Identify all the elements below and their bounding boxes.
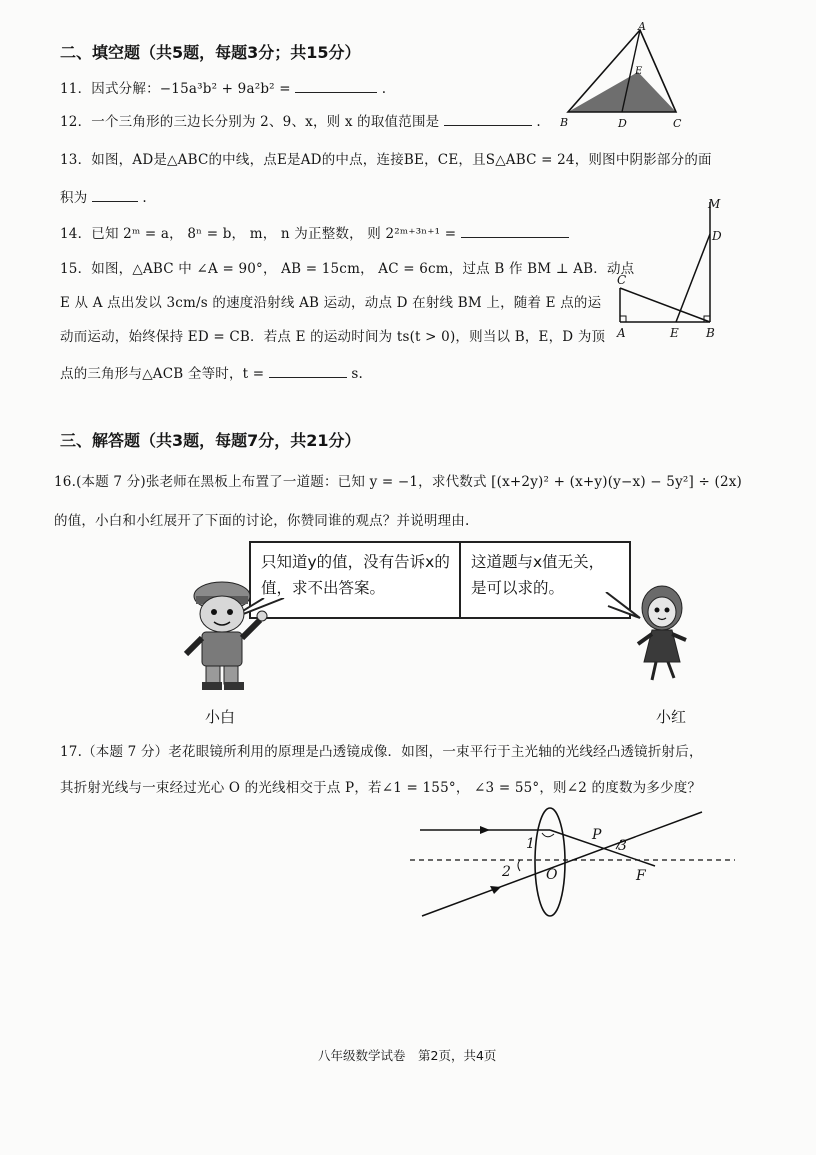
answer-blank-11[interactable] (295, 78, 377, 93)
angle-2-arc (518, 860, 520, 871)
question-12-end: . (536, 114, 541, 130)
question-13-line2 (60, 186, 147, 206)
xiaohong-illustration (632, 580, 694, 690)
bubble-text-xiaobai: 只知道y的值，没有告诉x的值，求不出答案。 (261, 553, 450, 597)
label-m: M (708, 197, 721, 211)
question-11-text: 11．因式分解：−15a³b² + 9a²b² = (60, 81, 291, 97)
question-15-line2: E 从 A 点出发以 3cm/s 的速度沿射线 AB 运动，动点 D 在射线 BM 上，随着 E 点的运 (60, 295, 602, 311)
question-17-line2: 其折射光线与一束经过光心 O 的光线相交于点 P，若∠1 = 155°， ∠3 = 55°，则∠2 的度数为多少度？ (60, 780, 702, 796)
label-b: B (560, 116, 569, 129)
lens-figure (410, 800, 740, 925)
section2-heading: 二、填空题（共5题，每题3分；共15分） (60, 43, 361, 62)
question-15-line1: 15．如图，△ABC 中 ∠A = 90°， AB = 15cm， AC = 6cm，过点 B 作 BM ⊥ AB．动点 (60, 261, 635, 277)
name-xiaobai: 小白 (205, 708, 236, 726)
angle-label-1: 1 (526, 836, 535, 852)
label-b: B (706, 326, 715, 340)
label-a: A (638, 22, 646, 33)
label-e: E (670, 326, 679, 340)
question-13-line1: 13．如图，AD是△ABC的中线，点E是AD的中点，连接BE，CE，且S△ABC = 24，则图中阴影部分的面 (60, 152, 712, 168)
label-c: C (673, 117, 682, 130)
question-15-line4 (60, 362, 363, 382)
page-footer: 八年级数学试卷 第2页，共4页 (318, 1048, 497, 1063)
angle-label-2: 2 (502, 864, 511, 880)
question-14-text: 14．已知 2ᵐ = a， 8ⁿ = b， m， n 为正整数， 则 2²ᵐ⁺³ⁿ⁺¹ = (60, 226, 457, 242)
answer-blank-15[interactable] (269, 363, 347, 378)
question-11 (60, 77, 386, 97)
question-13-text2: 积为 (60, 190, 88, 206)
question-17-line1: 17.（本题 7 分）老花眼镜所利用的原理是凸透镜成像．如图，一束平行于主光轴的光线经凸透镜折射后， (60, 744, 703, 760)
triangle-figure (560, 22, 690, 134)
question-12-text: 12．一个三角形的三边长分别为 2、9、x，则 x 的取值范围是 (60, 114, 440, 130)
segment-cb (620, 288, 710, 322)
question-16-line1: 16.(本题 7 分)张老师在黑板上布置了一道题：已知 y = −1，求代数式 [(x+2y)² + (x+y)(y−x) − 5y²] ÷ (2x) (54, 474, 743, 490)
label-p: P (592, 827, 602, 843)
label-d: D (618, 117, 627, 130)
angle-label-3: 3 (618, 838, 627, 854)
label-c: C (617, 273, 627, 287)
answer-blank-13[interactable] (92, 187, 138, 202)
label-a: A (617, 326, 626, 340)
question-16-line2: 的值，小白和小红展开了下面的讨论，你赞同谁的观点？并说明理由. (54, 513, 470, 529)
label-o: O (546, 867, 558, 883)
arrow-1 (480, 826, 490, 834)
xiaobai-illustration (180, 568, 270, 698)
section3-heading: 三、解答题（共3题，每题7分，共21分） (60, 431, 361, 450)
question-12 (60, 110, 541, 130)
label-e: E (635, 66, 643, 77)
shaded-region (568, 72, 676, 112)
answer-blank-12[interactable] (444, 111, 532, 126)
question-14 (60, 222, 569, 242)
question-15-end: s. (351, 366, 363, 382)
name-xiaohong: 小红 (656, 708, 687, 726)
question-13-end: . (142, 190, 147, 206)
angle-1-arc (542, 833, 554, 837)
convex-lens (535, 808, 565, 916)
question-11-end: . (381, 81, 387, 97)
answer-blank-14[interactable] (461, 223, 569, 238)
bubble-text-xiaohong: 这道题与x值无关，是可以求的。 (471, 553, 605, 597)
question-15-text4: 点的三角形与△ACB 全等时，t = (60, 366, 265, 382)
segment-ed (676, 234, 710, 322)
label-d: D (712, 229, 722, 243)
right-angle-a (620, 316, 626, 322)
question-15-line3: 动而运动，始终保持 ED = CB．若点 E 的运动时间为 ts(t > 0)，则当以 B，E，D 为顶 (60, 329, 606, 345)
label-f: F (636, 868, 646, 884)
